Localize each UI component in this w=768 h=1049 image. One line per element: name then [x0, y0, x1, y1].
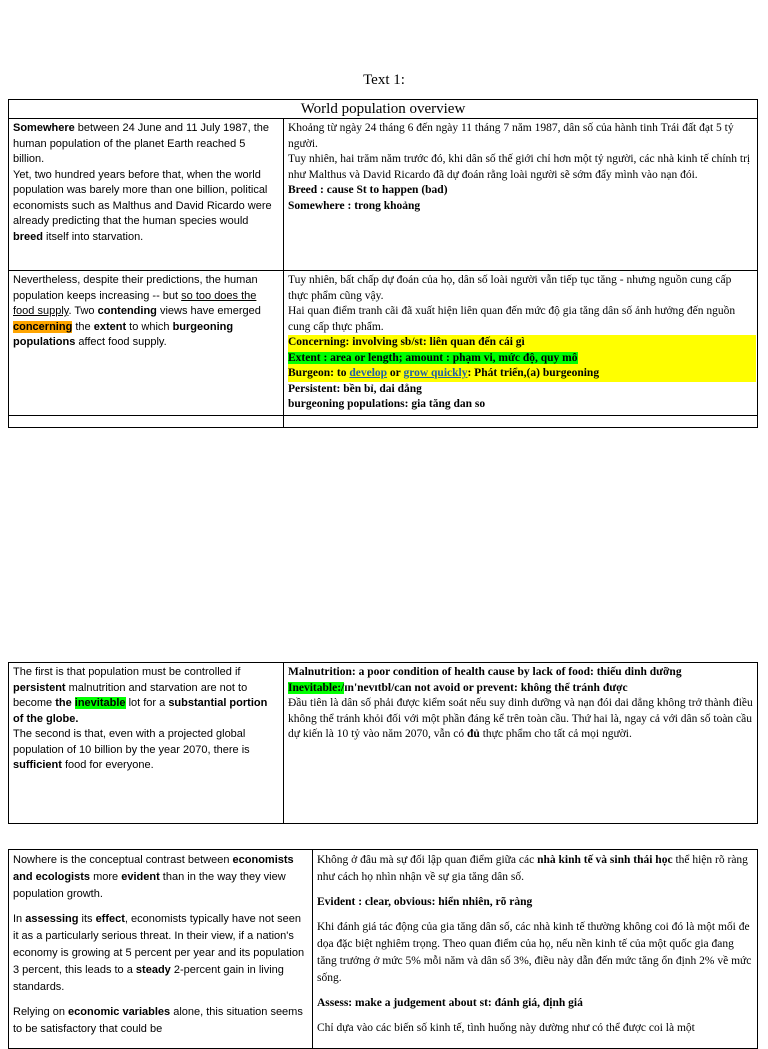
- vietnamese-paragraph: Chỉ dựa vào các biến số kinh tế, tình huống này dường như có thể được coi là một: [317, 1022, 695, 1034]
- table-two-views: [8, 662, 758, 824]
- keyword-du: đủ: [467, 728, 480, 740]
- text-span: views have emerged: [156, 305, 261, 317]
- table-row: [9, 119, 758, 271]
- vocab-text: ɪn'nevɪtbl/can not avoid or prevent: không thể tránh được: [344, 681, 628, 694]
- text-span: affect food supply.: [75, 336, 167, 348]
- text-span: its: [78, 913, 96, 925]
- text-span: more: [90, 871, 122, 883]
- vietnamese-cell: [284, 663, 758, 824]
- vocab-assess: [317, 995, 753, 1012]
- vietnamese-paragraph: Tuy nhiên, hai trăm năm trước đó, khi dân số thế giới chỉ hơn một tỷ người, các nhà kinh tế chính trị như Malthus và David Ricardo đã dự đoán rằng loài người sẽ sớm đẩy mình vào nạn đói.: [288, 153, 751, 181]
- vocab-persistent: [288, 382, 753, 398]
- table-title-cell: [9, 100, 758, 119]
- empty-cell: [284, 415, 758, 427]
- english-paragraph: [13, 1004, 308, 1038]
- vocab-text: Evident : clear, obvious: hiển nhiên, rõ ràng: [317, 896, 533, 908]
- vietnamese-paragraph: Tuy nhiên, bất chấp dự đoán của họ, dân số loài người vẫn tiếp tục tăng - nhưng nguồn cung cấp thực phẩm cũng vậy.: [288, 274, 732, 302]
- keyword-persistent: persistent: [13, 681, 66, 694]
- vocab-text: Extent : area or length; amount : phạm vi, mức độ, quy mô: [288, 351, 578, 364]
- text-span: Nowhere is the conceptual contrast between: [13, 854, 233, 866]
- text-span: The first is that population must be controlled if: [13, 666, 241, 678]
- vocab-highlight: Inevitable:/: [288, 681, 345, 694]
- page-heading: [0, 72, 768, 89]
- table-empty-row: [9, 415, 758, 427]
- text-span: malnutrition and starvation are not to become: [13, 681, 248, 709]
- vocab-concerning: [288, 335, 756, 351]
- vocab-text: Assess: make a judgement about st: đánh giá, định giá: [317, 997, 583, 1009]
- vocab-evident: [317, 894, 753, 911]
- text-span: alone, this situation seems to be satisfactory that could be: [13, 1006, 303, 1035]
- underlined-phrase: so too does the food supply: [13, 289, 257, 317]
- vocab-somewhere: [288, 199, 753, 215]
- text-span: Nevertheless, despite their predictions, the human population keeps increasing -- but: [13, 274, 258, 302]
- english-paragraph: [13, 911, 308, 996]
- table-title: World population overview: [300, 101, 466, 117]
- text-span: lot for a: [125, 697, 169, 709]
- text-span: the: [72, 320, 94, 333]
- table-row: [9, 850, 758, 1049]
- vocab-text: Somewhere : trong khoảng: [288, 199, 421, 212]
- text-span: to which: [126, 320, 173, 333]
- link-develop[interactable]: develop: [349, 367, 388, 379]
- text-span: thực phẩm cho tất cả mọi người.: [479, 728, 632, 740]
- vocab-extent: [288, 351, 756, 367]
- vietnamese-cell: [284, 119, 758, 271]
- text-span: In: [13, 913, 26, 925]
- text-span: Yet, two hundred years before that, when the world population was barely more than one billion, political economists such as Malthus and David Ricardo were already predicting that the human species would: [13, 168, 272, 227]
- vocab-text: Concerning: involving sb/st: liên quan đến cái gì: [288, 336, 525, 348]
- keyword-concerning: concerning: [13, 320, 73, 333]
- keyword-breed: breed: [13, 230, 43, 243]
- vietnamese-paragraph: [317, 852, 753, 886]
- vocab-text: : Phát triển,(a) burgeoning: [467, 367, 600, 379]
- keyword-contending: contending: [97, 305, 157, 317]
- text-span: than in the way they view population growth.: [13, 871, 286, 900]
- vocab-burgeon: [288, 366, 756, 382]
- vocab-text: Malnutrition: a poor condition of health cause by lack of food: thiếu dinh dưỡng: [288, 666, 682, 678]
- keyword-somewhere: Somewhere: [13, 122, 75, 134]
- text-span: 2-percent gain in living standards.: [13, 964, 284, 993]
- table-economists-ecologists: [8, 849, 758, 1049]
- vocab-text: Burgeon: to: [288, 367, 350, 379]
- vocab-inevitable: [288, 681, 753, 697]
- text-span: . Two: [68, 305, 98, 317]
- english-paragraph: [13, 168, 279, 246]
- text-span: , economists typically have not seen it as a particularly serious threat. In their view, if a nation's economy is growing at 5 percent per year and its population 3 percent, this leads to a: [13, 913, 305, 976]
- english-cell: [9, 663, 284, 824]
- keyword-substantial-portion: substantial portion of the globe.: [13, 697, 268, 725]
- vietnamese-cell: [284, 271, 758, 416]
- english-cell: [9, 271, 284, 416]
- vocab-text: Breed : cause St to happen (bad): [288, 184, 448, 196]
- text-span: Đầu tiên là dân số phải được kiểm soát nếu suy dinh dưỡng và nạn đói dai dẳng không trở thành điều không thể tránh khỏi đối với một phần đáng kể trên toàn cầu. Thứ hai là, ngay cả với dân số toàn cầu dự kiến là 10 tỷ vào năm 2070, vẫn có: [288, 697, 753, 740]
- vocab-burgeoning: [288, 397, 753, 413]
- vietnamese-paragraph: Khi đánh giá tác động của gia tăng dân số, các nhà kinh tế thường không coi đó là một mối đe dọa đặc biệt nghiêm trọng. Theo quan điểm của họ, nếu nền kinh tế của một quốc gia đang tăng trưởng ở mức 5% mỗi năm và dân số 3%, điều này dẫn đến mức tăng ổn định 2% về mức sống.: [317, 921, 752, 984]
- english-cell: [9, 850, 313, 1049]
- vietnamese-paragraph: [288, 696, 753, 743]
- text-span: The second is that, even with a projected global population of 10 billion by the year 2070, there is: [13, 728, 250, 756]
- table-title-row: [9, 100, 758, 119]
- keyword-economists-ecologists-vi: nhà kinh tế và sinh thái học: [537, 854, 673, 866]
- vocab-text: Persistent: bền bỉ, dai dẳng: [288, 382, 422, 395]
- english-cell: [9, 119, 284, 271]
- text-span: between 24 June and 11 July 1987, the human population of the planet Earth reached 5 billion.: [13, 122, 270, 165]
- english-paragraph: [13, 852, 308, 903]
- vocab-highlight-block: [288, 335, 756, 382]
- text-span: the: [55, 697, 75, 709]
- keyword-evident: evident: [121, 871, 160, 883]
- english-paragraph: [13, 121, 279, 168]
- table-row: [9, 663, 758, 824]
- vietnamese-cell: [313, 850, 758, 1049]
- keyword-effect: effect: [95, 913, 125, 925]
- text-span: Relying on: [13, 1006, 69, 1018]
- keyword-inevitable: inevitable: [74, 697, 126, 709]
- text-span: Không ở đâu mà sự đối lập quan điểm giữa các: [317, 854, 538, 866]
- text-span: thể hiện rõ ràng như cách họ nhìn nhận về sự gia tăng dân số.: [317, 854, 748, 883]
- vietnamese-paragraph: Khoảng từ ngày 24 tháng 6 đến ngày 11 tháng 7 năm 1987, dân số của hành tinh Trái đất đạt 5 tỷ người.: [288, 122, 734, 150]
- keyword-assessing: assessing: [25, 913, 79, 925]
- empty-cell: [9, 415, 284, 427]
- vocab-breed: [288, 183, 753, 199]
- vocab-text: or: [387, 367, 404, 379]
- table-world-population: [8, 99, 758, 428]
- vietnamese-paragraph: Hai quan điểm tranh cãi đã xuất hiện liên quan đến mức độ gia tăng dân số ảnh hưởng đến nguồn cung cấp thực phẩm.: [288, 305, 736, 333]
- heading-text: Text 1:: [363, 72, 405, 88]
- keyword-extent: extent: [93, 320, 127, 333]
- keyword-economic-variables: economic variables: [68, 1006, 171, 1018]
- text-span: food for everyone.: [61, 759, 154, 771]
- text-span: itself into starvation.: [42, 230, 144, 243]
- link-grow-quickly[interactable]: grow quickly: [403, 367, 468, 379]
- keyword-sufficient: sufficient: [13, 759, 62, 771]
- vocab-text: burgeoning populations: gia tăng dan so: [288, 398, 486, 410]
- keyword-burgeoning-populations: burgeoning populations: [13, 320, 234, 348]
- keyword-steady: steady: [135, 964, 171, 976]
- table-row: [9, 271, 758, 416]
- vocab-malnutrition: [288, 665, 753, 681]
- keyword-economists-ecologists: economists and ecologists: [13, 854, 294, 883]
